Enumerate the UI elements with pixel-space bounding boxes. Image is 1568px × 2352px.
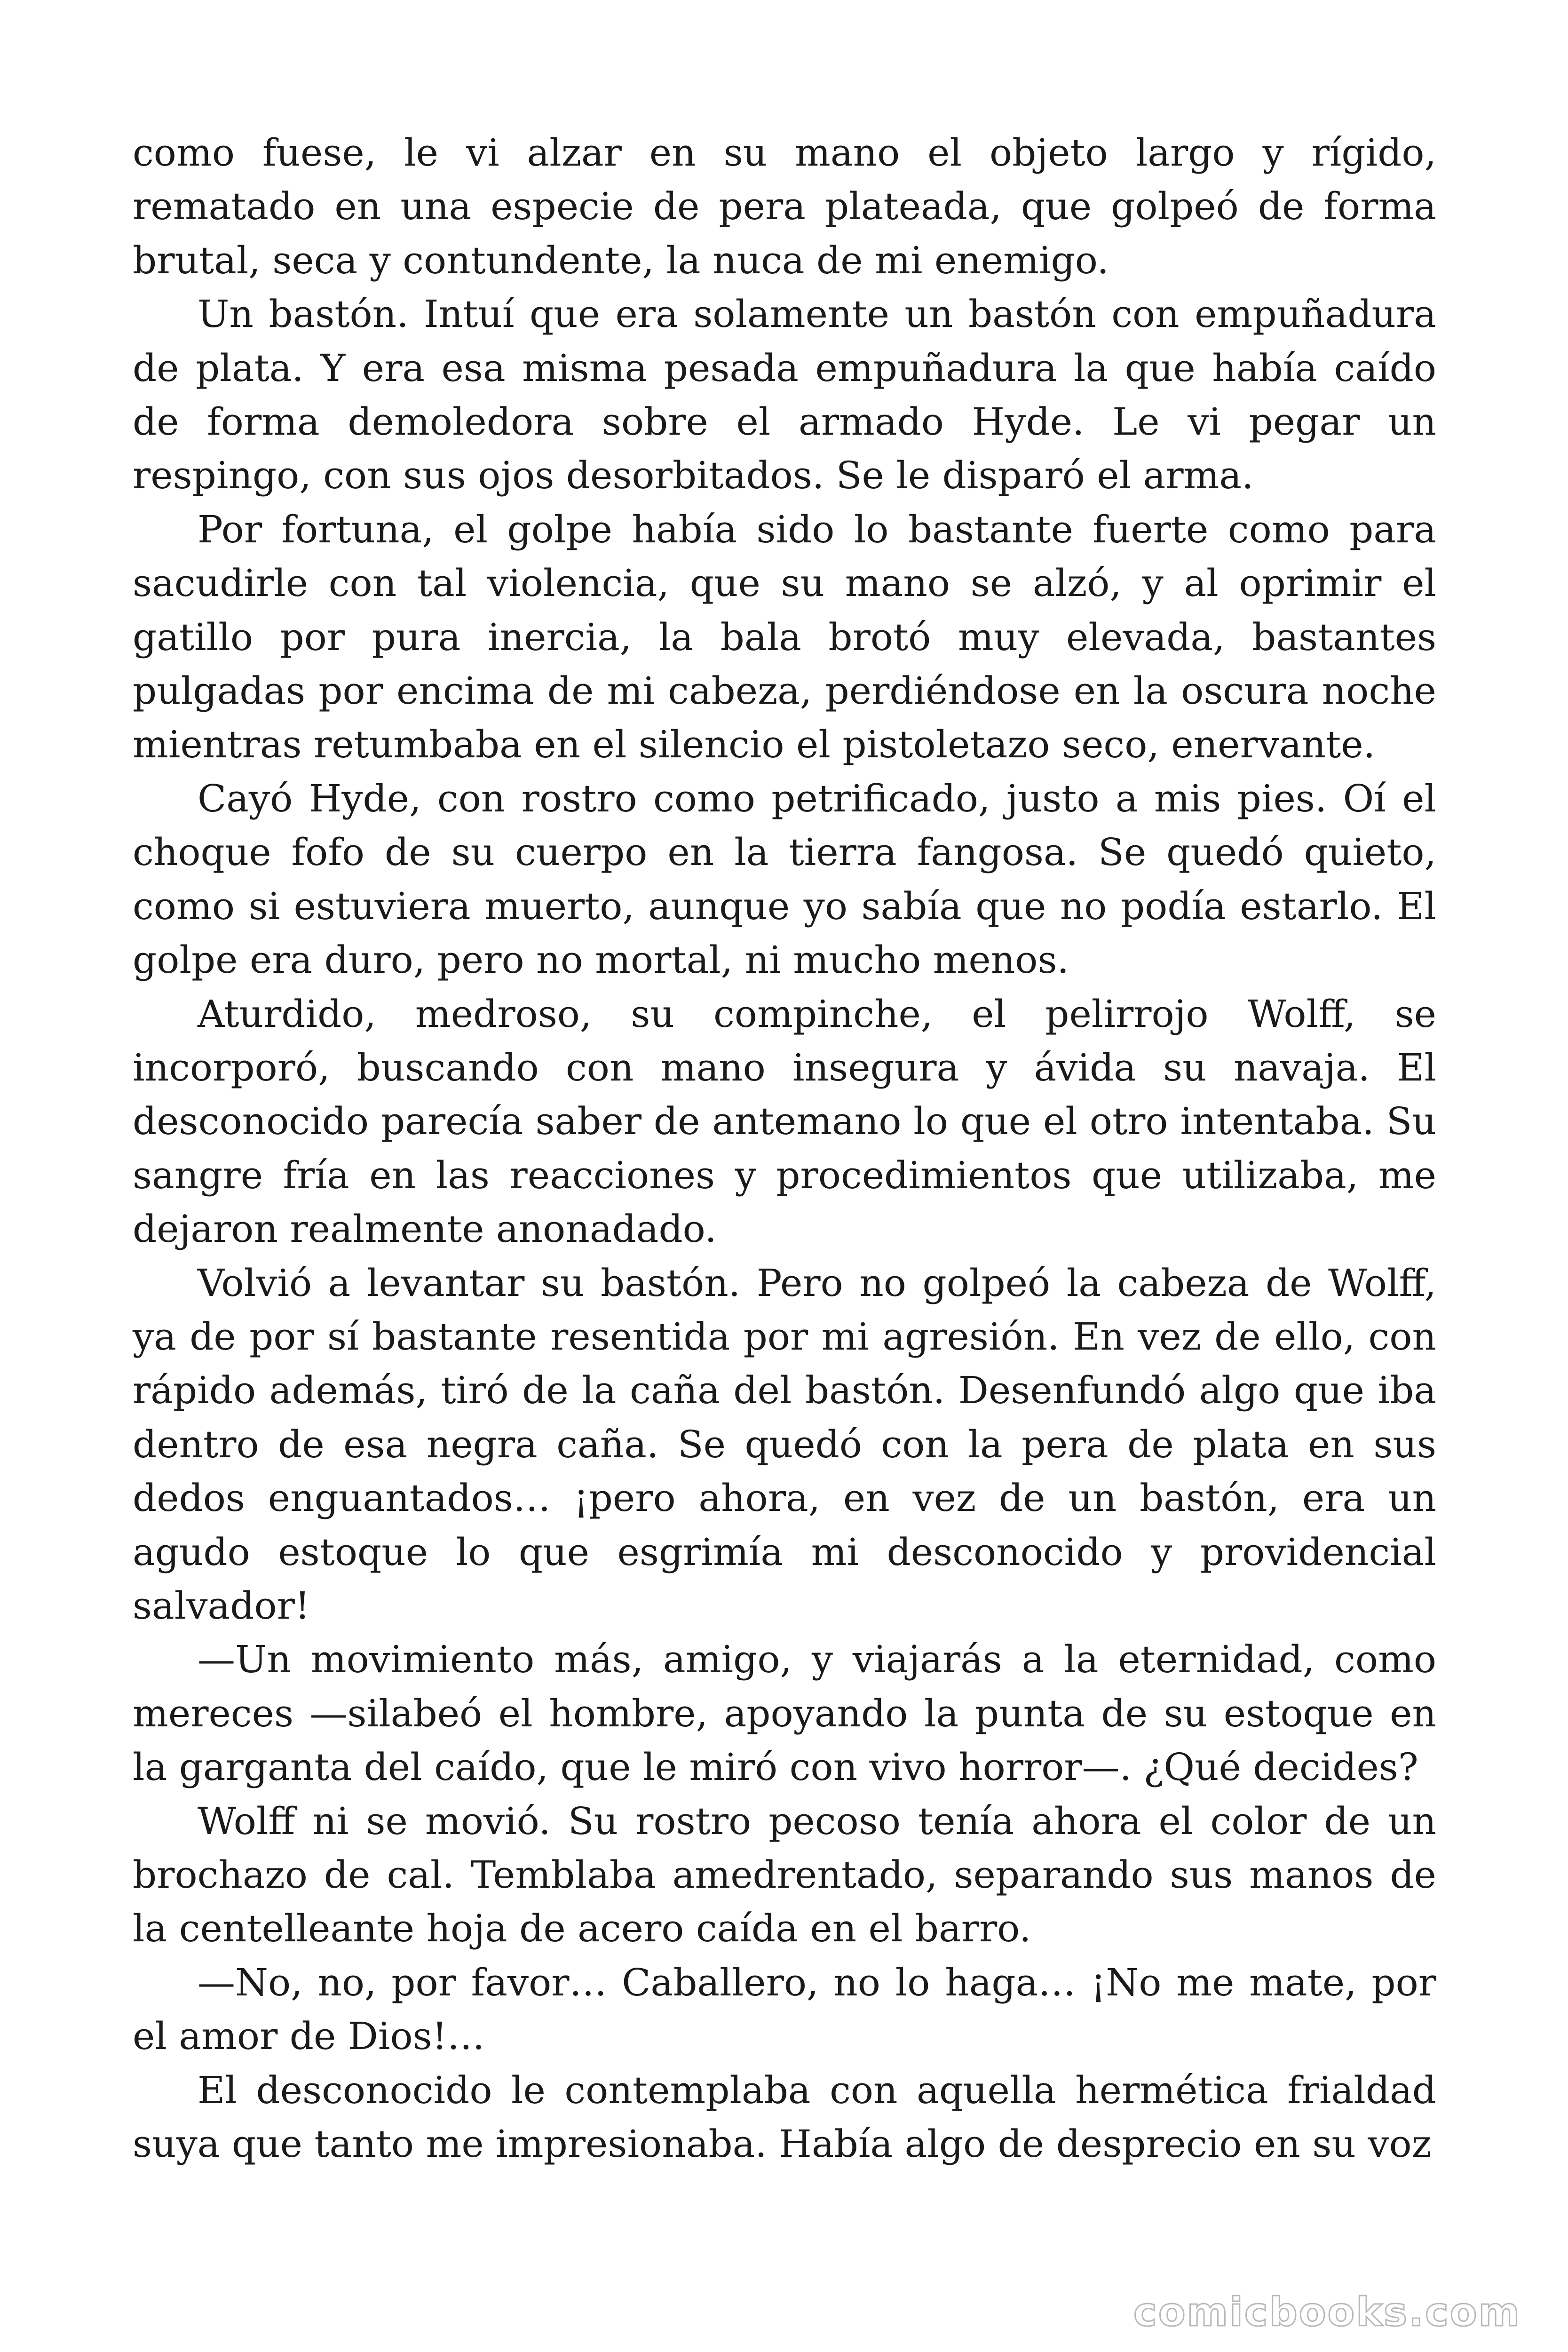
body-text (133, 126, 1436, 2171)
paragraph: como fuese, le vi alzar en su mano el objeto largo y rígido, rematado en una especie de pera plateada, que golpeó de forma brutal, seca y contundente, la nuca de mi enemigo. (133, 131, 1436, 282)
paragraph: El desconocido le contemplaba con aquella hermética frialdad suya que tanto me impresionaba. Había algo de desprecio en su voz (133, 2068, 1436, 2166)
paragraph: Aturdido, medroso, su compinche, el pelirrojo Wolff, se incorporó, buscando con mano insegura y ávida su navaja. El desconocido parecía saber de antemano lo que el otro intentaba. Su sangre fría en las reacciones y procedimientos que utilizaba, me dejaron realmente anonadado. (133, 992, 1436, 1251)
paragraph: Por fortuna, el golpe había sido lo bastante fuerte como para sacudirle con tal violencia, que su mano se alzó, y al oprimir el gatillo por pura inercia, la bala brotó muy elevada, bastantes pulgadas por encima de mi cabeza, perdiéndose en la oscura noche mientras retumbaba en el silencio el pistoletazo seco, enervante. (133, 507, 1436, 767)
paragraph: Cayó Hyde, con rostro como petrificado, justo a mis pies. Oí el choque fofo de su cuerpo en la tierra fangosa. Se quedó quieto, como si estuviera muerto, aunque yo sabía que no podía estarlo. El golpe era duro, pero no mortal, ni mucho menos. (133, 776, 1436, 982)
paragraph: Wolff ni se movió. Su rostro pecoso tenía ahora el color de un brochazo de cal. Temblaba amedrentado, separando sus manos de la centelleante hoja de acero caída en el barro. (133, 1799, 1436, 1951)
paragraph: Volvió a levantar su bastón. Pero no golpeó la cabeza de Wolff, ya de por sí bastante resentida por mi agresión. En vez de ello, con rápido además, tiró de la caña del bastón. Desenfundó algo que iba dentro de esa negra caña. Se quedó con la pera de plata en sus dedos enguantados… ¡pero ahora, en vez de un bastón, era un agudo estoque lo que esgrimía mi desconocido y providencial salvador! (133, 1261, 1436, 1628)
paragraph: —No, no, por favor… Caballero, no lo haga… ¡No me mate, por el amor de Dios!… (133, 1960, 1436, 2058)
watermark: comicbooks.com (1133, 2289, 1521, 2335)
paragraph: —Un movimiento más, amigo, y viajarás a la eternidad, como mereces —silabeó el hombre, apoyando la punta de su estoque en la garganta del caído, que le miró con vivo horror—. ¿Qué decides? (133, 1637, 1436, 1789)
paragraph: Un bastón. Intuí que era solamente un bastón con empuñadura de plata. Y era esa misma pesada empuñadura la que había caído de forma demoledora sobre el armado Hyde. Le vi pegar un respingo, con sus ojos desorbitados. Se le disparó el arma. (133, 292, 1436, 498)
